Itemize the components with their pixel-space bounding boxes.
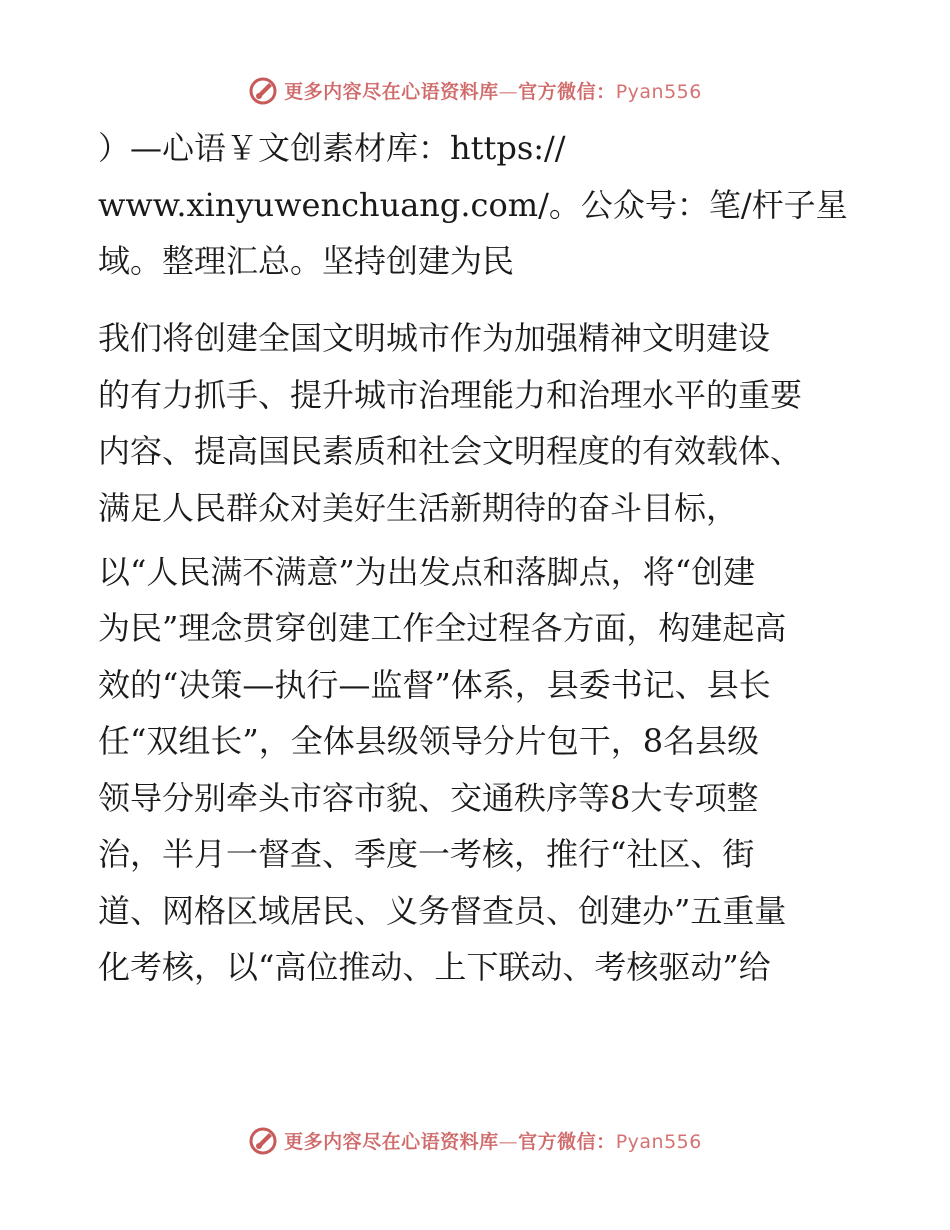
body-line: 我们将创建全国文明城市作为加强精神文明建设 [98, 319, 771, 357]
watermark-separator: — [498, 1130, 519, 1153]
body-line: 治，半月一督查、季度一考核，推行“社区、街 [98, 835, 755, 873]
brush-seal-logo-icon [248, 1125, 278, 1155]
body-line: 为民”理念贯穿创建工作全过程各方面，构建起高 [98, 609, 787, 647]
watermark-suffix-text: 官方微信： [518, 1130, 616, 1153]
watermark-text [284, 1127, 702, 1154]
header-watermark [0, 70, 950, 110]
watermark-wechat-id: Pyan556 [615, 80, 702, 103]
watermark-text [284, 77, 702, 104]
intro-line: ）—心语￥文创素材库：https:// [98, 129, 566, 167]
brush-seal-logo-icon [248, 75, 278, 105]
watermark-suffix-text: 官方微信： [518, 80, 616, 103]
body-line: 道、网格区域居民、义务督查员、创建办”五重量 [98, 892, 787, 930]
body-line: 内容、提高国民素质和社会文明程度的有效载体、 [98, 432, 803, 470]
watermark-wechat-id: Pyan556 [615, 1130, 702, 1153]
body-line: 满足人民群众对美好生活新期待的奋斗目标， [98, 489, 739, 527]
body-line: 领导分别牵头市容市貌、交通秩序等8大专项整 [98, 779, 759, 817]
intro-line: www.xinyuwenchuang.com/。公众号：笔/杆子星 [98, 186, 848, 224]
watermark-main-text: 更多内容尽在心语资料库 [284, 1130, 499, 1153]
body-line: 的有力抓手、提升城市治理能力和治理水平的重要 [98, 376, 803, 414]
body-line: 效的“决策—执行—监督”体系，县委书记、县长 [98, 666, 771, 704]
body-line: 化考核，以“高位推动、上下联动、考核驱动”给 [98, 948, 771, 986]
body-line: 以“人民满不满意”为出发点和落脚点，将“创建 [98, 553, 756, 591]
intro-line: 域。整理汇总。坚持创建为民 [98, 242, 515, 280]
footer-watermark [0, 1120, 950, 1160]
watermark-main-text: 更多内容尽在心语资料库 [284, 80, 499, 103]
watermark-separator: — [498, 80, 519, 103]
body-line: 任“双组长”，全体县级领导分片包干，8名县级 [98, 722, 760, 760]
